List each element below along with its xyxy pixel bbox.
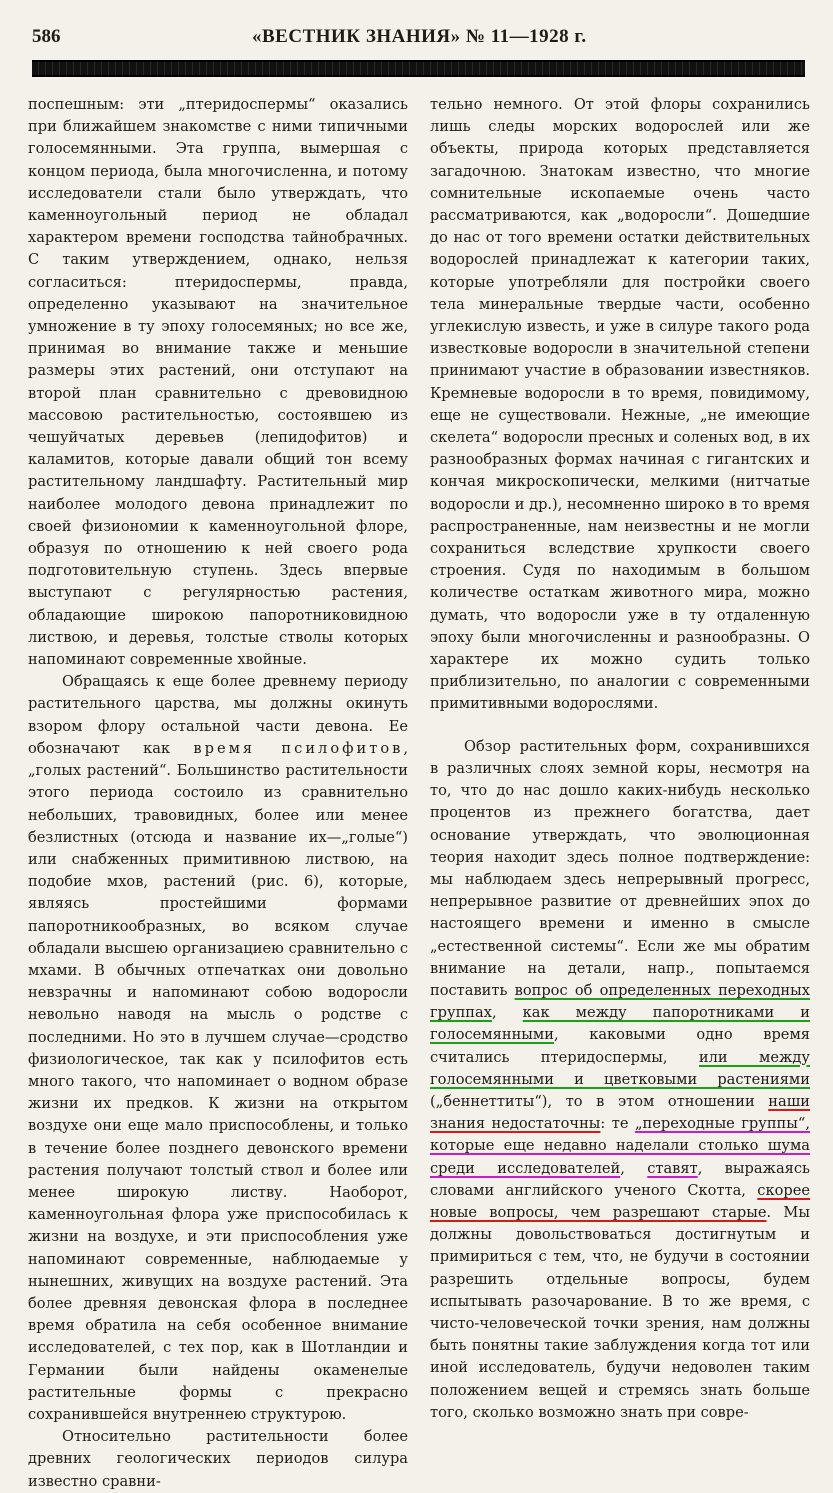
text-run: , выражаясь словами английского ученого Скотта, — [430, 1159, 810, 1199]
green-highlight: как между папоротниками и голосемянными — [430, 1004, 810, 1044]
spaced-term: время псилофитов — [193, 739, 404, 757]
paragraph: тельно немного. От этой флоры сохранились лишь следы морских водорослей или же объекты, природа которых представляется загадочною. Знатокам известно, что многие сомнительные ископаемые очень часто рассматриваются, как „водоросли“. Дошедшие до нас от того времени остатки действительных водорослей принадлежат к категории таких, которые употребляли для постройки своего тела минеральные твердые части, особенно углекислую известь, и уже в силуре такого рода известковые водоросли в значительной степени принимают участие в образовании известняков. Кремневые водоросли в то время, повидимому, еще не существовали. Нежные, „не имеющие скелета“ водоросли пресных и соленых вод, в их разнообразных формах начиная с гигантских и кончая микроскопически, мелкими (нитчатые водоросли и др.), несомненно широко в то время распространенные, нам неизвестны и не могли сохраниться вследствие хрупкости своего строения. Судя по находимым в большом количестве остаткам животного мира, можно думать, что водоросли уже в ту отдаленную эпоху были многочисленны и разнообразны. О характере их можно судить только приблизительно, по аналогии с современными примитивными водорослями. — [430, 96, 811, 713]
text-run: Обзор растительных форм, сохранившихся в различных слоях земной коры, несмотря на то, что до нас дошло каких-нибудь несколько процентов из прежнего богатства, дает основание утверждать, что эволюционная теория находит здесь полное подтверждение: мы наблюдаем здесь непрерывный прогресс, непрерывное развитие от древнейших эпох до настоящего времени и именно в смысле „естественной системы“. Если же мы обратим внимание на детали, напр., попытаемся поставить — [430, 737, 810, 999]
magenta-highlight: ставят — [647, 1159, 698, 1177]
text-run: („беннеттиты“), то в этом отношении — [430, 1092, 769, 1110]
paragraph — [28, 671, 408, 1426]
red-highlight: наши знания недостаточны — [430, 1092, 810, 1133]
page-number: 586 — [32, 26, 61, 47]
green-highlight: или между голосемянными и цветковыми растениями — [430, 1048, 810, 1088]
text-run: Обращаясь к еще более древнему периоду растительного царства, мы должны окинуть взором флору остальной части девона. Ее обозначают как — [28, 673, 408, 757]
journal-title: «ВЕСТНИК ЗНАНИЯ» № 11—1928 г. — [252, 26, 587, 47]
left-column — [28, 94, 408, 1493]
paragraph: Относительно растительности более древних геологических периодов силура известно сравни- — [28, 1428, 408, 1490]
paragraph — [430, 736, 810, 1424]
text-run: , каковыми одно время считались птеридоспермы, — [430, 1026, 810, 1066]
magenta-highlight: „переходные группы“, которые еще недавно наделали столько шума среди исследователей — [430, 1115, 811, 1177]
running-header — [32, 26, 805, 56]
text-run: , — [491, 1004, 523, 1022]
text-run: , — [620, 1159, 648, 1177]
right-column — [430, 94, 810, 1424]
header-rule — [32, 60, 805, 77]
text-run: . Мы должны довольствоваться достигнутым и примириться с тем, что, не будучи в состоянии разрешить отдельные вопросы, будем испытывать разочарование. В то же время, с чисто-человеческой точки зрения, нам должны быть понятны такие заблуждения когда тот или иной исследователь, будучи недоволен таким положением вещей и стремясь знать больше того, сколько возможно знать при совре- — [430, 1203, 810, 1421]
green-highlight: вопрос об определенных переходных группах — [430, 981, 810, 1022]
paragraph-gap — [430, 716, 810, 736]
text-run: : те — [600, 1115, 635, 1133]
red-highlight: скорее новые вопросы, чем разрешают старые — [430, 1181, 810, 1221]
paragraph: поспешным: эти „птеридоспермы“ оказались при ближайшем знакомстве с ними типичными голосемянными. Эта группа, вымершая с концом периода, была многочисленна, и потому исследователи стали было утверждать, что каменноугольный период не обладал характером времени господства тайнобрачных. С таким утверждением, однако, нельзя согласиться: птеридоспермы, правда, определенно указывают на значительное умножение в ту эпоху голосемяных; но все же, принимая во внимание также и меньшие размеры этих растений, они отступают на второй план сравнительно с древовидною массовою растительностью, состоявшею из чешуйчатых деревьев (лепидофитов) и каламитов, которые давали общий тон всему растительному ландшафту. Растительный мир наиболее молодого девона принадлежит по своей физиономии к каменноугольной флоре, образуя по отношению к ней своего рода подготовительную ступень. Здесь впервые выступают с регулярностью растения, обладающие широкою папоротниковидною листвою, и деревья, толстые стволы которых напоминают современные хвойные. — [28, 96, 408, 669]
text-run: , „голых растений“. Большинство растительности этого периода состоило из сравнительно небольших, травовидных, более или менее безлистных (отсюда и название их—„голые“) или снабженных примитивною листвою, на подобие мхов, растений (рис. 6), которые, являясь простейшими формами папоротникообразных, во всяком случае обладали высшею организациею сравнительно с мхами. В обычных отпечатках они довольно невзрачны и напоминают собою водоросли невольно наводя на мысль о родстве с последними. Но это в лучшем случае—сродство физиологическое, так как у псилофитов есть много такого, что напоминает о водном образе жизни их предков. К жизни на открытом воздухе они еще мало приспособлены, и только в течение более позднего девонского времени растения получают толстый ствол и более или менее широкую листву. Наоборот, каменноугольная флора уже приспособилась к жизни на воздухе, и эти приспособления уже напоминают современные, наблюдаемые у нынешних, живущих на воздухе растений. Эта более древняя девонская флора в последнее время обратила на себя особенное внимание исследователей, с тех пор, как в Шотландии и Германии были найдены окаменелые растительные формы с прекрасно сохранившейся внутреннею структурою. — [28, 739, 408, 1423]
